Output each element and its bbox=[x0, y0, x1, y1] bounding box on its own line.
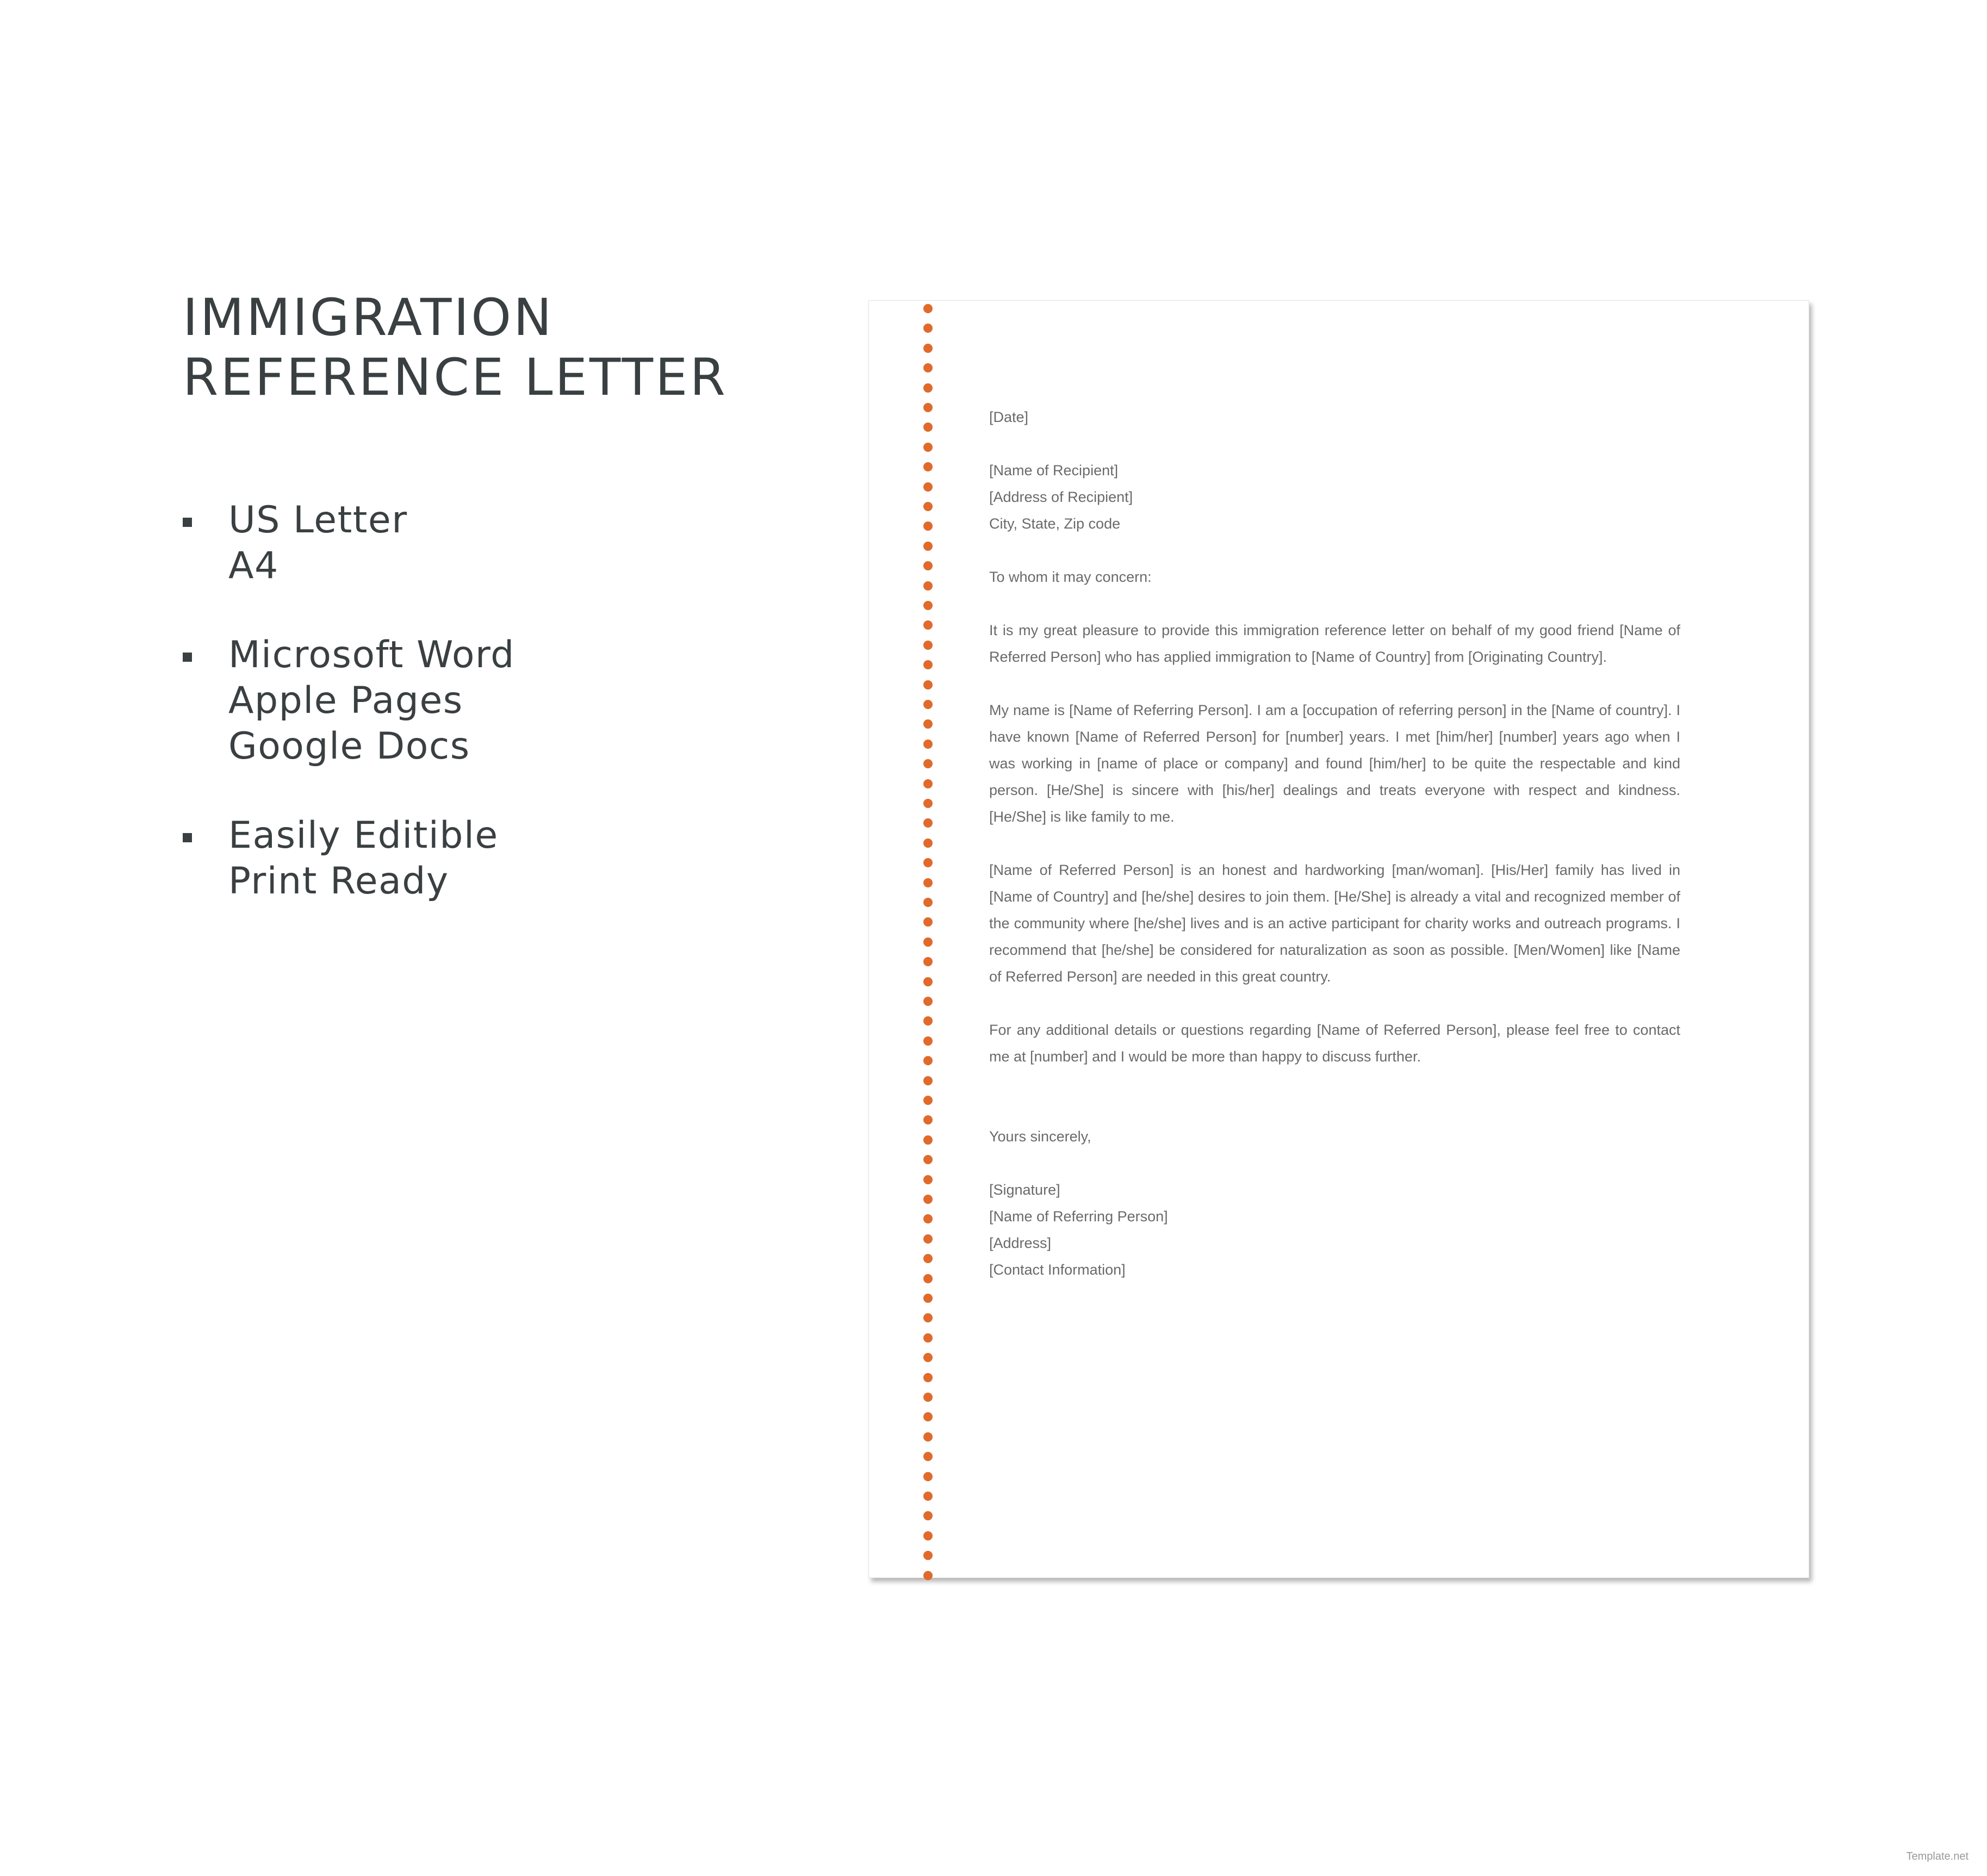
border-dot bbox=[923, 1135, 933, 1145]
border-dot bbox=[923, 957, 933, 966]
signature-placeholder: [Signature] bbox=[989, 1182, 1060, 1198]
border-dot bbox=[923, 1571, 933, 1580]
border-dot bbox=[923, 1175, 933, 1184]
border-dot bbox=[923, 542, 933, 551]
feature-list bbox=[183, 498, 835, 948]
letter-body bbox=[989, 404, 1680, 1310]
border-dot bbox=[923, 858, 933, 867]
border-dot bbox=[923, 1056, 933, 1065]
letter-paragraph-3: [Name of Referred Person] is an honest and hardworking [man/woman]. [His/Her] family has lived in [Name of Country] and [he/she] desires to join them. [He/She] is already a vital and recognized member of the community where [he/she] lives and is an active participant for charity works and outreach programs. I recommend that [he/she] be considered for naturalization as soon as possible. [Men/Women] like [Name of Referred Person] are needed in this great country. bbox=[989, 862, 1680, 985]
recipient-block bbox=[989, 457, 1680, 537]
feature-item: US Letter bbox=[228, 499, 408, 542]
border-dot bbox=[923, 363, 933, 372]
border-dot bbox=[923, 1214, 933, 1223]
border-dot bbox=[923, 1195, 933, 1204]
border-dot bbox=[923, 423, 933, 432]
sender-name: [Name of Referring Person] bbox=[989, 1208, 1168, 1225]
feature-group-formats bbox=[183, 632, 835, 769]
border-dot bbox=[923, 462, 933, 471]
border-dot bbox=[923, 403, 933, 412]
border-dot bbox=[923, 818, 933, 828]
letter-paragraph-1: It is my great pleasure to provide this immigration reference letter on behalf of my good friend [Name of Referred Person] who has applied immigration to [Name of Country] from [Originating Country]. bbox=[989, 622, 1680, 665]
border-dot bbox=[923, 1036, 933, 1046]
border-dot bbox=[923, 1254, 933, 1263]
border-dot bbox=[923, 898, 933, 907]
border-dot bbox=[923, 641, 933, 650]
border-dot bbox=[923, 759, 933, 768]
salutation: To whom it may concern: bbox=[989, 569, 1152, 585]
border-dot bbox=[923, 1393, 933, 1402]
border-dot bbox=[923, 997, 933, 1006]
letter-paragraph-4: For any additional details or questions regarding [Name of Referred Person], please feel free to contact me at [number] and I would be more than happy to discuss further. bbox=[989, 1022, 1680, 1065]
letter-preview-page bbox=[868, 300, 1809, 1578]
border-dot bbox=[923, 680, 933, 689]
border-dot bbox=[923, 917, 933, 927]
square-bullet-icon bbox=[183, 518, 192, 527]
feature-item: Apple Pages bbox=[228, 679, 463, 722]
square-bullet-icon bbox=[183, 833, 192, 842]
border-dot bbox=[923, 620, 933, 630]
border-dot bbox=[923, 1412, 933, 1421]
feature-group-paper-size bbox=[183, 498, 835, 589]
recipient-city: City, State, Zip code bbox=[989, 515, 1121, 532]
letter-date: [Date] bbox=[989, 409, 1029, 425]
border-dot bbox=[923, 1313, 933, 1322]
watermark: Template.net bbox=[1906, 1850, 1969, 1862]
border-dot bbox=[923, 937, 933, 947]
sender-contact: [Contact Information] bbox=[989, 1262, 1126, 1278]
border-dot bbox=[923, 1492, 933, 1501]
border-dot bbox=[923, 482, 933, 492]
border-dot bbox=[923, 1294, 933, 1303]
border-dot bbox=[923, 383, 933, 393]
border-dot bbox=[923, 838, 933, 848]
border-dot bbox=[923, 719, 933, 729]
border-dot bbox=[923, 779, 933, 788]
border-dot bbox=[923, 1274, 933, 1283]
border-dot bbox=[923, 1353, 933, 1362]
feature-item: Microsoft Word bbox=[228, 633, 515, 676]
feature-group-editing bbox=[183, 813, 835, 904]
border-dot bbox=[923, 1333, 933, 1343]
border-dot bbox=[923, 977, 933, 986]
dotted-border-decoration bbox=[923, 301, 934, 1577]
closing: Yours sincerely, bbox=[989, 1128, 1091, 1145]
feature-item: A4 bbox=[228, 544, 279, 587]
letter-paragraph-2: My name is [Name of Referring Person]. I am a [occupation of referring person] in the [Name of country]. I have known [Name of Referred Person] for [number] years. I met [him/her] [number] years ago when I was working in [name of place or company] and found [him/her] to be quite the respectable and kind person. [He/She] is sincere with [his/her] dealings and treats everyone with respect and kindness. [He/She] is like family to me. bbox=[989, 702, 1680, 825]
border-dot bbox=[923, 799, 933, 808]
border-dot bbox=[923, 1531, 933, 1540]
border-dot bbox=[923, 1432, 933, 1442]
border-dot bbox=[923, 1234, 933, 1244]
border-dot bbox=[923, 1511, 933, 1520]
recipient-name: [Name of Recipient] bbox=[989, 462, 1119, 479]
feature-item: Print Ready bbox=[228, 860, 449, 903]
border-dot bbox=[923, 1373, 933, 1382]
signature-block bbox=[989, 1177, 1680, 1283]
border-dot bbox=[923, 660, 933, 669]
border-dot bbox=[923, 1096, 933, 1105]
border-dot bbox=[923, 304, 933, 313]
border-dot bbox=[923, 601, 933, 610]
border-dot bbox=[923, 581, 933, 591]
border-dot bbox=[923, 1472, 933, 1481]
border-dot bbox=[923, 561, 933, 570]
square-bullet-icon bbox=[183, 653, 192, 662]
border-dot bbox=[923, 1016, 933, 1026]
border-dot bbox=[923, 878, 933, 887]
border-dot bbox=[923, 1115, 933, 1125]
border-dot bbox=[923, 700, 933, 709]
border-dot bbox=[923, 344, 933, 353]
border-dot bbox=[923, 1076, 933, 1085]
feature-item: Easily Editible bbox=[228, 814, 499, 857]
border-dot bbox=[923, 1155, 933, 1164]
border-dot bbox=[923, 521, 933, 531]
page-title: IMMIGRATION REFERENCE LETTER bbox=[183, 288, 728, 407]
border-dot bbox=[923, 1551, 933, 1560]
border-dot bbox=[923, 324, 933, 333]
border-dot bbox=[923, 740, 933, 749]
feature-item: Google Docs bbox=[228, 725, 470, 768]
border-dot bbox=[923, 443, 933, 452]
recipient-address: [Address of Recipient] bbox=[989, 489, 1133, 505]
border-dot bbox=[923, 1452, 933, 1461]
sender-address: [Address] bbox=[989, 1235, 1052, 1251]
border-dot bbox=[923, 502, 933, 511]
